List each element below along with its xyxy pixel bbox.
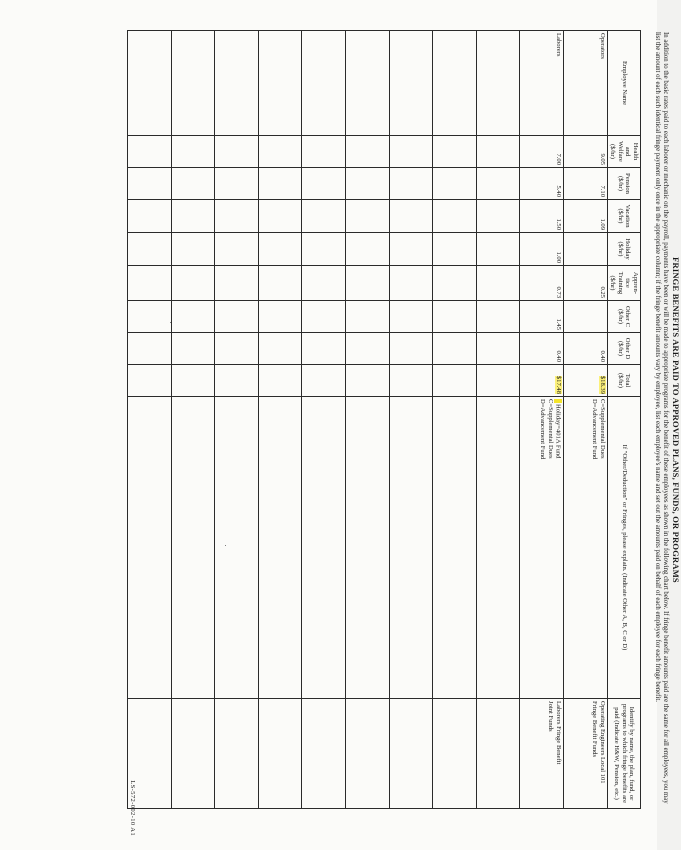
explanation-line: D=Advancement Fund bbox=[591, 399, 599, 460]
employee-name-cell: Laborers bbox=[520, 31, 564, 136]
empty-row bbox=[433, 31, 477, 809]
header-total: Total ($/hr) bbox=[607, 365, 640, 397]
empty-row bbox=[215, 31, 259, 809]
health-welfare-cell: 7.00 bbox=[520, 136, 564, 168]
explanation-line: C=Supplemental Dues bbox=[598, 399, 606, 459]
header-other-c: Other C ($/hr) bbox=[607, 301, 640, 333]
table-row bbox=[520, 31, 564, 809]
empty-row bbox=[346, 31, 390, 809]
funds-cell bbox=[520, 699, 564, 809]
header-funds: Identify by name, the plan, fund, or programs to which fringe benefits are paid (Indicate H&W, Pension, etc.) bbox=[607, 699, 640, 809]
pension-cell: 7.10 bbox=[564, 168, 608, 200]
header-employee-name: Employee Name bbox=[607, 31, 640, 136]
header-vacation: Vacation ($/hr) bbox=[607, 200, 640, 233]
apprentice-training-cell: 0.73 bbox=[520, 266, 564, 301]
funds-cell bbox=[564, 699, 608, 809]
other-c-cell: 1.45 bbox=[520, 301, 564, 333]
header-apprentice-training: Appren-tice Training ($/hr) bbox=[607, 266, 640, 301]
other-c-cell bbox=[564, 301, 608, 333]
health-welfare-cell: 9.05 bbox=[564, 136, 608, 168]
funds-line: Operating Engineers Local 101 bbox=[598, 701, 606, 784]
form-page-code: LS-572-002-10 A1 bbox=[129, 780, 136, 836]
explanation-line bbox=[554, 399, 562, 696]
other-d-cell: 0.40 bbox=[564, 333, 608, 365]
highlight-mark bbox=[554, 399, 562, 403]
fringe-benefits-table bbox=[127, 30, 641, 809]
empty-row bbox=[128, 31, 172, 809]
empty-row bbox=[302, 31, 346, 809]
header-row bbox=[607, 31, 640, 809]
holiday-cell: 1.00 bbox=[520, 233, 564, 266]
empty-row bbox=[258, 31, 302, 809]
empty-row bbox=[389, 31, 433, 809]
total-value-highlighted: $18.39 bbox=[598, 375, 606, 394]
explanation-cell bbox=[520, 397, 564, 699]
form-instructions: In addition to the basic rates paid to each laborer or mechanic on the payroll, payments have been or will be made to appropriate programs for the benefit of these employees as shown in the following chart below. If fringe benefit amounts paid are the same for all employees, you may list the amount of each such identical fringe payment only once in the appropriate column; if the fringe benefit amounts vary by employee, list each employee's name and set out the amounts paid on behalf of each employee for each fringe benefit. bbox=[653, 32, 669, 804]
empty-row bbox=[171, 31, 215, 809]
header-holiday: Holiday ($/hr) bbox=[607, 233, 640, 266]
employee-name-cell: Operators bbox=[564, 31, 608, 136]
apprentice-training-cell: 0.25 bbox=[564, 266, 608, 301]
header-explain: If "Other/Deduction" or Fringes, please explain. (Indicate Other A, B, C or D) bbox=[607, 397, 640, 699]
header-health-welfare: Health and Welfare ($/hr) bbox=[607, 136, 640, 168]
vacation-cell: 1.50 bbox=[520, 200, 564, 233]
funds-line: Joint Funds bbox=[547, 701, 555, 732]
total-cell bbox=[520, 365, 564, 397]
explanation-line: D=Advancement Fund bbox=[539, 399, 547, 460]
explanation-cell bbox=[564, 397, 608, 699]
pension-cell: 5.40 bbox=[520, 168, 564, 200]
header-pension: Pension ($/hr) bbox=[607, 168, 640, 200]
empty-row bbox=[476, 31, 520, 809]
funds-line: Laborers Fringe Benefit bbox=[555, 701, 563, 765]
rotated-form bbox=[121, 30, 681, 836]
funds-line: Fringe Benefit Funds bbox=[591, 701, 599, 758]
form-title: FRINGE BENEFITS ARE PAID TO APPROVED PLANS, FUNDS, OR PROGRAMS bbox=[671, 257, 681, 583]
total-cell bbox=[564, 365, 608, 397]
explanation-line: C=Supplemental Dues bbox=[546, 399, 554, 459]
explanation-text: Holiday=401A Fund bbox=[554, 404, 562, 459]
vacation-cell: 1.09 bbox=[564, 200, 608, 233]
holiday-cell bbox=[564, 233, 608, 266]
header-other-d: Other D ($/hr) bbox=[607, 333, 640, 365]
table-row bbox=[564, 31, 608, 809]
total-value-highlighted: $17.48 bbox=[555, 375, 563, 394]
other-d-cell: 0.40 bbox=[520, 333, 564, 365]
